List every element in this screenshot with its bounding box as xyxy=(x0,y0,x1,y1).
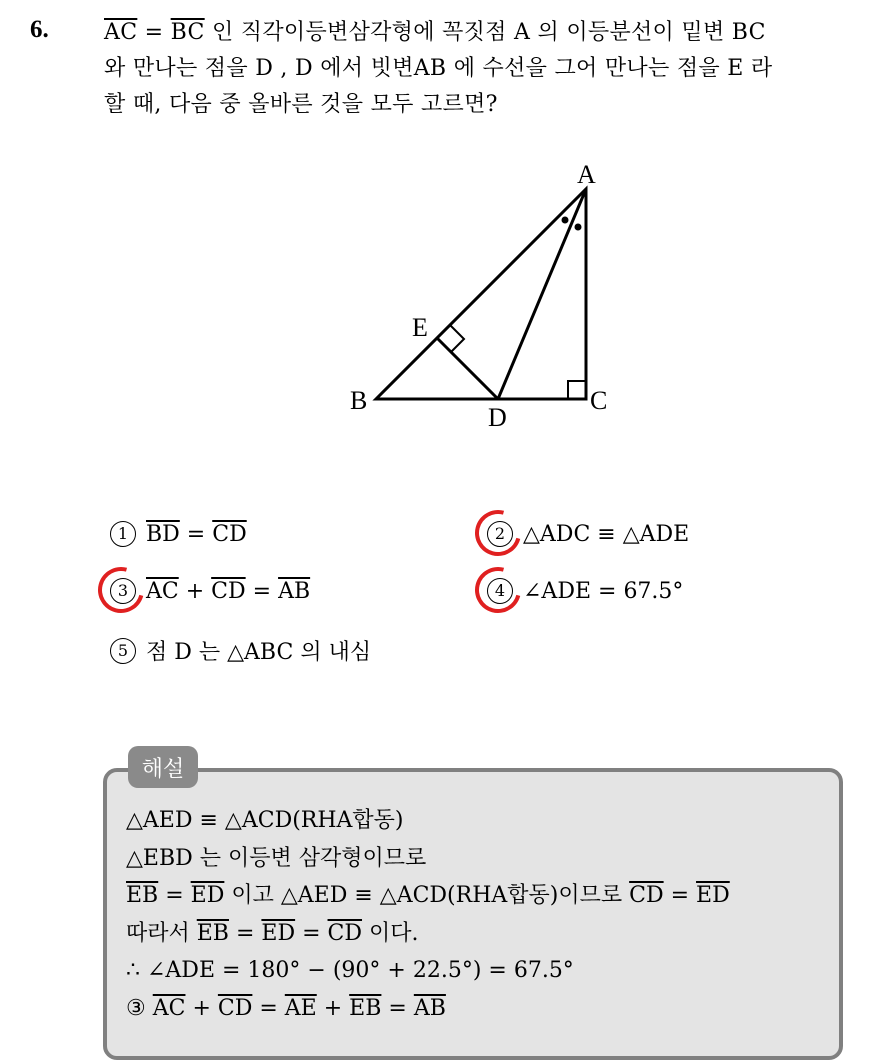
label-a: A xyxy=(577,160,596,189)
perpendicular-de xyxy=(437,338,498,399)
choice-4[interactable] xyxy=(487,578,683,604)
question-line-2: 와 만나는 점을 D , D 에서 빗변AB 에 수선을 그어 만나는 점을 E 라 xyxy=(104,56,773,81)
choice-number: 4 xyxy=(487,578,513,604)
triangle-abc xyxy=(376,189,586,399)
question-text xyxy=(104,15,874,123)
solution-tag: 해설 xyxy=(128,746,198,788)
choice-2[interactable] xyxy=(487,521,689,547)
solution-line-1: △AED ≡ △ACD(RHA합동) xyxy=(126,808,404,833)
label-d: D xyxy=(488,403,507,432)
right-angle-mark-e xyxy=(450,325,464,352)
choice-3[interactable] xyxy=(110,578,310,604)
triangle-figure xyxy=(340,155,630,440)
question-line-1-rest: 인 직각이등변삼각형에 꼭짓점 A 의 이등분선이 밑변 BC xyxy=(204,20,766,45)
solution-lines xyxy=(126,802,730,1027)
choice-text: ∠ADE = 67.5° xyxy=(523,578,684,604)
choice-text: △ADC ≡ △ADE xyxy=(523,521,690,547)
choice-number: 5 xyxy=(110,638,136,664)
bisector-ad xyxy=(498,189,586,399)
choice-1[interactable] xyxy=(110,521,247,547)
choice-text: 점 D 는 △ABC 의 내심 xyxy=(146,640,372,665)
right-angle-mark-c xyxy=(568,381,586,399)
solution-line-3: $\overline{EB} = \overline{ED}$ 이고 △AED ≡ △ACD(RHA합동)이므로 $\overline{CD} = \overline{ED}$ xyxy=(126,883,730,908)
angle-dot-2 xyxy=(575,224,582,231)
choice-5[interactable] xyxy=(110,635,371,666)
question-line-1 xyxy=(104,15,874,51)
solution-line-4: 따라서 $\overline{EB} = \overline{ED} = \overline{CD}$ 이다. xyxy=(126,920,419,946)
choice-text: $\overline{AC} + \overline{CD} = \overline{AB}$ xyxy=(146,578,311,604)
question-number: 6. xyxy=(30,16,49,43)
choice-text: $\overline{BD} = \overline{CD}$ xyxy=(146,521,247,547)
segment-bc: $\overline{BC}$ xyxy=(170,20,205,45)
label-b: B xyxy=(350,386,368,415)
label-c: C xyxy=(590,386,608,415)
question-line-3: 할 때, 다음 중 올바른 것을 모두 고르면? xyxy=(104,92,498,117)
equals: = xyxy=(137,20,171,45)
choice-number: 3 xyxy=(110,578,136,604)
segment-ac: $\overline{AC}$ xyxy=(104,20,138,45)
choice-number: 2 xyxy=(487,521,513,547)
label-e: E xyxy=(412,313,428,342)
choice-number: 1 xyxy=(110,521,136,547)
solution-line-5: ∴ ∠ADE = 180° − (90° + 22.5°) = 67.5° xyxy=(126,958,574,983)
solution-line-6: ③ $\overline{AC} + \overline{CD} = \overline{AE} + \overline{EB} = \overline{AB}$ xyxy=(126,995,446,1021)
angle-dot-1 xyxy=(562,217,569,224)
solution-line-2: △EBD 는 이등변 삼각형이므로 xyxy=(126,845,427,871)
